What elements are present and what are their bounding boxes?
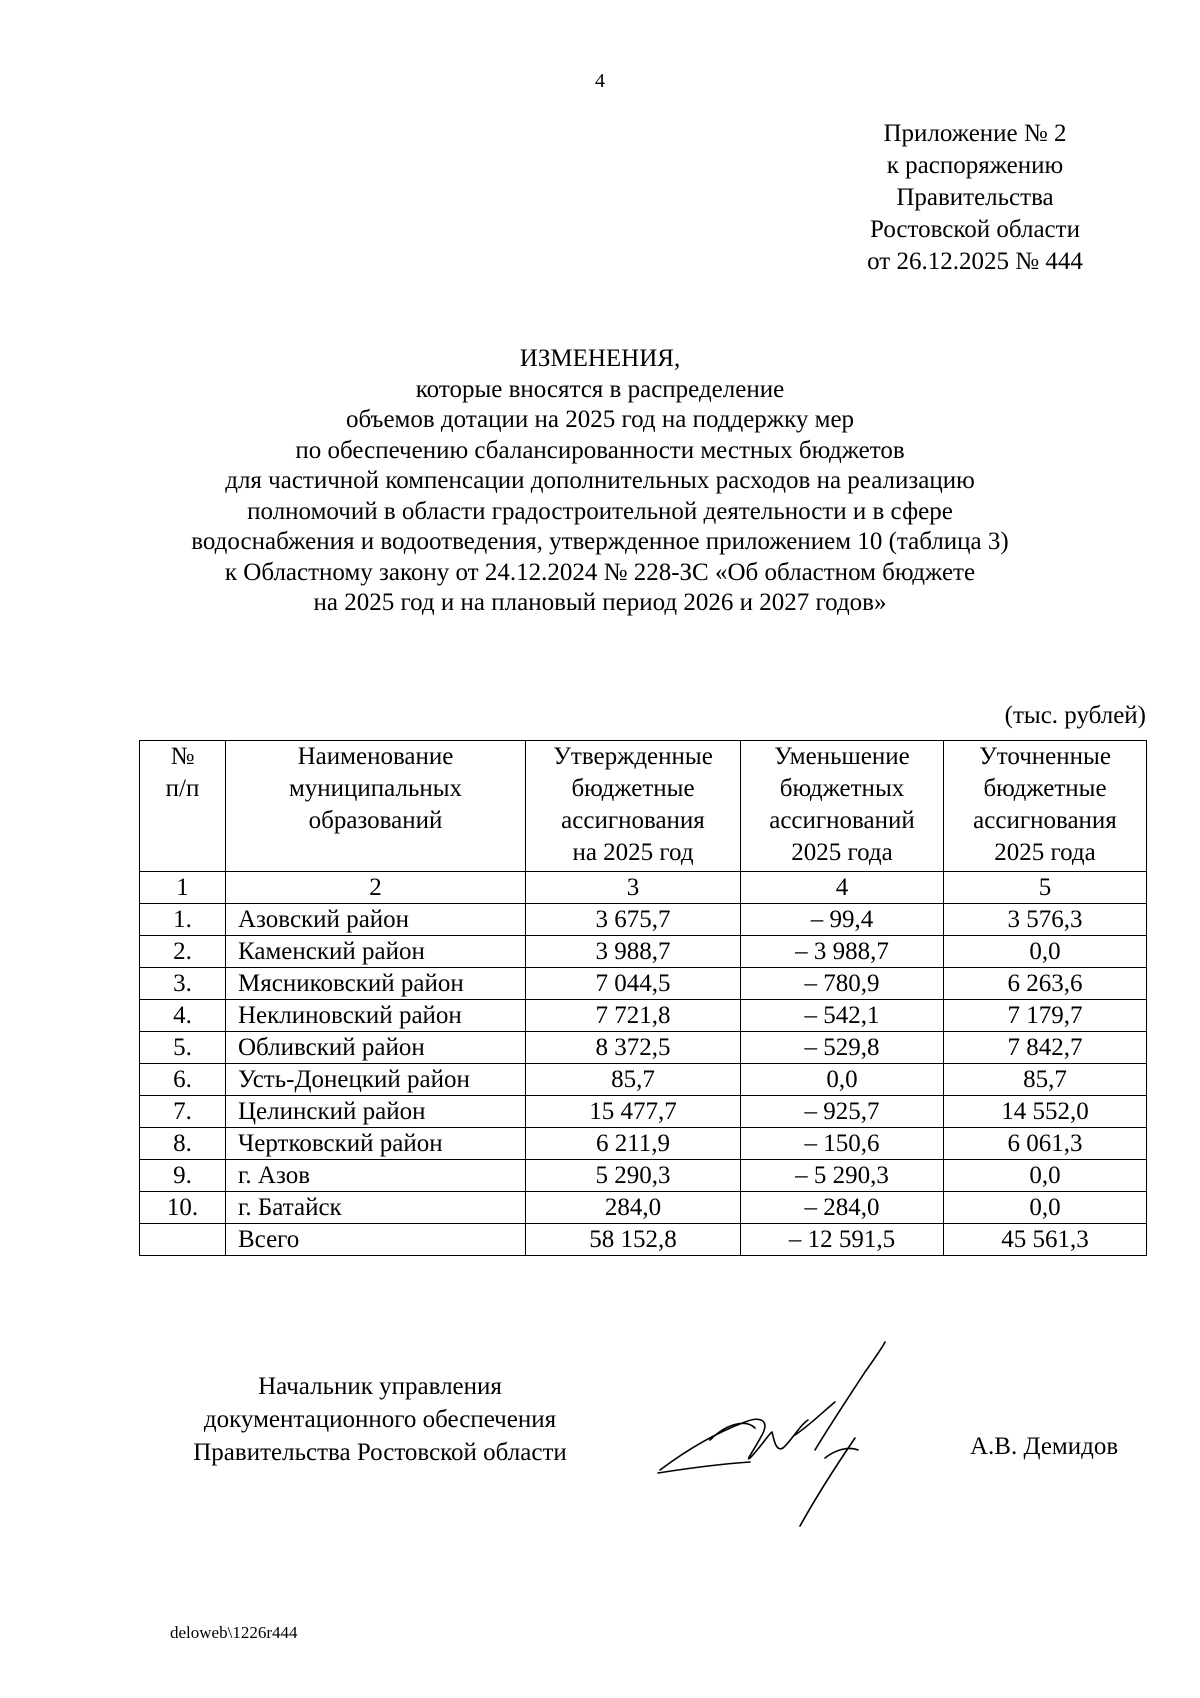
table-header-row [140, 741, 1147, 872]
row-approved: 5 290,3 [526, 1160, 741, 1192]
row-number: 3. [140, 968, 226, 1000]
signatory-name: А.В. Демидов [970, 1433, 1119, 1460]
header-refined: Уточненные бюджетные ассигнования 2025 года [944, 741, 1147, 872]
row-refined: 0,0 [944, 1160, 1147, 1192]
handwritten-signature [650, 1340, 950, 1530]
table-row [140, 1192, 1147, 1224]
row-name: Неклиновский район [226, 1000, 526, 1032]
row-decrease: – 529,8 [741, 1032, 944, 1064]
total-approved: 58 152,8 [526, 1224, 741, 1256]
column-number: 2 [226, 872, 526, 904]
table-row [140, 904, 1147, 936]
page-number: 4 [595, 70, 605, 92]
table-row [140, 1160, 1147, 1192]
row-refined: 7 842,7 [944, 1032, 1147, 1064]
row-approved: 8 372,5 [526, 1032, 741, 1064]
row-decrease: – 925,7 [741, 1096, 944, 1128]
row-decrease: – 5 290,3 [741, 1160, 944, 1192]
row-refined: 0,0 [944, 936, 1147, 968]
row-decrease: – 99,4 [741, 904, 944, 936]
row-name: Чертковский район [226, 1128, 526, 1160]
row-decrease: – 284,0 [741, 1192, 944, 1224]
row-approved: 15 477,7 [526, 1096, 741, 1128]
title-line: по обеспечению сбалансированности местных бюджетов [295, 436, 905, 464]
document-reference: deloweb\1226r444 [170, 1623, 298, 1642]
row-number: 10. [140, 1192, 226, 1224]
total-row [140, 1224, 1147, 1256]
header-number: № п/п [140, 741, 226, 872]
row-name: Каменский район [226, 936, 526, 968]
row-decrease: – 150,6 [741, 1128, 944, 1160]
row-approved: 3 675,7 [526, 904, 741, 936]
position-line: Начальник управления [258, 1373, 502, 1400]
row-number: 7. [140, 1096, 226, 1128]
signatory-position [160, 1370, 600, 1469]
row-refined: 6 061,3 [944, 1128, 1147, 1160]
row-number: 2. [140, 936, 226, 968]
header-name: Наименование муниципальных образований [226, 741, 526, 872]
table-row [140, 1096, 1147, 1128]
row-decrease: – 3 988,7 [741, 936, 944, 968]
row-decrease: – 780,9 [741, 968, 944, 1000]
row-name: г. Азов [226, 1160, 526, 1192]
row-approved: 3 988,7 [526, 936, 741, 968]
table-row [140, 968, 1147, 1000]
row-refined: 6 263,6 [944, 968, 1147, 1000]
column-number-row [140, 872, 1147, 904]
row-name: Целинский район [226, 1096, 526, 1128]
position-line: документационного обеспечения [203, 1406, 557, 1433]
row-decrease: 0,0 [741, 1064, 944, 1096]
row-approved: 85,7 [526, 1064, 741, 1096]
appendix-line: к распоряжению [886, 152, 1064, 179]
appendix-line: от 26.12.2025 № 444 [867, 248, 1083, 275]
row-approved: 7 721,8 [526, 1000, 741, 1032]
row-name: Обливский район [226, 1032, 526, 1064]
title-line: полномочий в области градостроительной деятельности и в сфере [247, 497, 953, 525]
table-row [140, 1064, 1147, 1096]
header-decrease: Уменьшение бюджетных ассигнований 2025 года [741, 741, 944, 872]
row-refined: 3 576,3 [944, 904, 1147, 936]
row-number: 4. [140, 1000, 226, 1032]
row-decrease: – 542,1 [741, 1000, 944, 1032]
row-approved: 6 211,9 [526, 1128, 741, 1160]
title-line: для частичной компенсации дополнительных расходов на реализацию [225, 467, 975, 494]
column-number: 1 [140, 872, 226, 904]
row-name: Азовский район [226, 904, 526, 936]
row-number: 8. [140, 1128, 226, 1160]
total-decrease: – 12 591,5 [741, 1224, 944, 1256]
column-number: 5 [944, 872, 1147, 904]
title-line: к Областному закону от 24.12.2024 № 228-ЗС «Об областном бюджете [224, 558, 976, 586]
title-line: водоснабжения и водоотведения, утвержденное приложением 10 (таблица 3) [191, 528, 1009, 555]
row-number: 6. [140, 1064, 226, 1096]
title-line: которые вносятся в распределение [415, 375, 785, 403]
table-row [140, 936, 1147, 968]
total-label: Всего [226, 1224, 526, 1256]
table-row [140, 1128, 1147, 1160]
row-number: 9. [140, 1160, 226, 1192]
document-title [0, 344, 1200, 619]
title-heading: ИЗМЕНЕНИЯ, [519, 345, 681, 372]
appendix-line: Ростовской области [870, 216, 1080, 243]
header-approved: Утвержденные бюджетные ассигнования на 2025 год [526, 741, 741, 872]
row-refined: 85,7 [944, 1064, 1147, 1096]
row-refined: 0,0 [944, 1192, 1147, 1224]
appendix-line: Правительства [896, 184, 1054, 211]
row-name: г. Батайск [226, 1192, 526, 1224]
row-refined: 14 552,0 [944, 1096, 1147, 1128]
row-approved: 7 044,5 [526, 968, 741, 1000]
table-row [140, 1000, 1147, 1032]
row-approved: 284,0 [526, 1192, 741, 1224]
total-number-cell [140, 1224, 226, 1256]
title-line: объемов дотации на 2025 год на поддержку мер [345, 406, 855, 433]
units-label: (тыс. рублей) [1004, 702, 1146, 729]
row-number: 1. [140, 904, 226, 936]
appendix-block [820, 118, 1130, 278]
row-name: Мясниковский район [226, 968, 526, 1000]
appendix-line: Приложение № 2 [883, 120, 1067, 147]
table-row [140, 1032, 1147, 1064]
row-name: Усть-Донецкий район [226, 1064, 526, 1096]
title-line: на 2025 год и на плановый период 2026 и 2027 годов» [313, 589, 887, 616]
row-refined: 7 179,7 [944, 1000, 1147, 1032]
budget-table [139, 740, 1147, 1256]
column-number: 4 [741, 872, 944, 904]
total-refined: 45 561,3 [944, 1224, 1147, 1256]
row-number: 5. [140, 1032, 226, 1064]
column-number: 3 [526, 872, 741, 904]
position-line: Правительства Ростовской области [193, 1439, 567, 1466]
